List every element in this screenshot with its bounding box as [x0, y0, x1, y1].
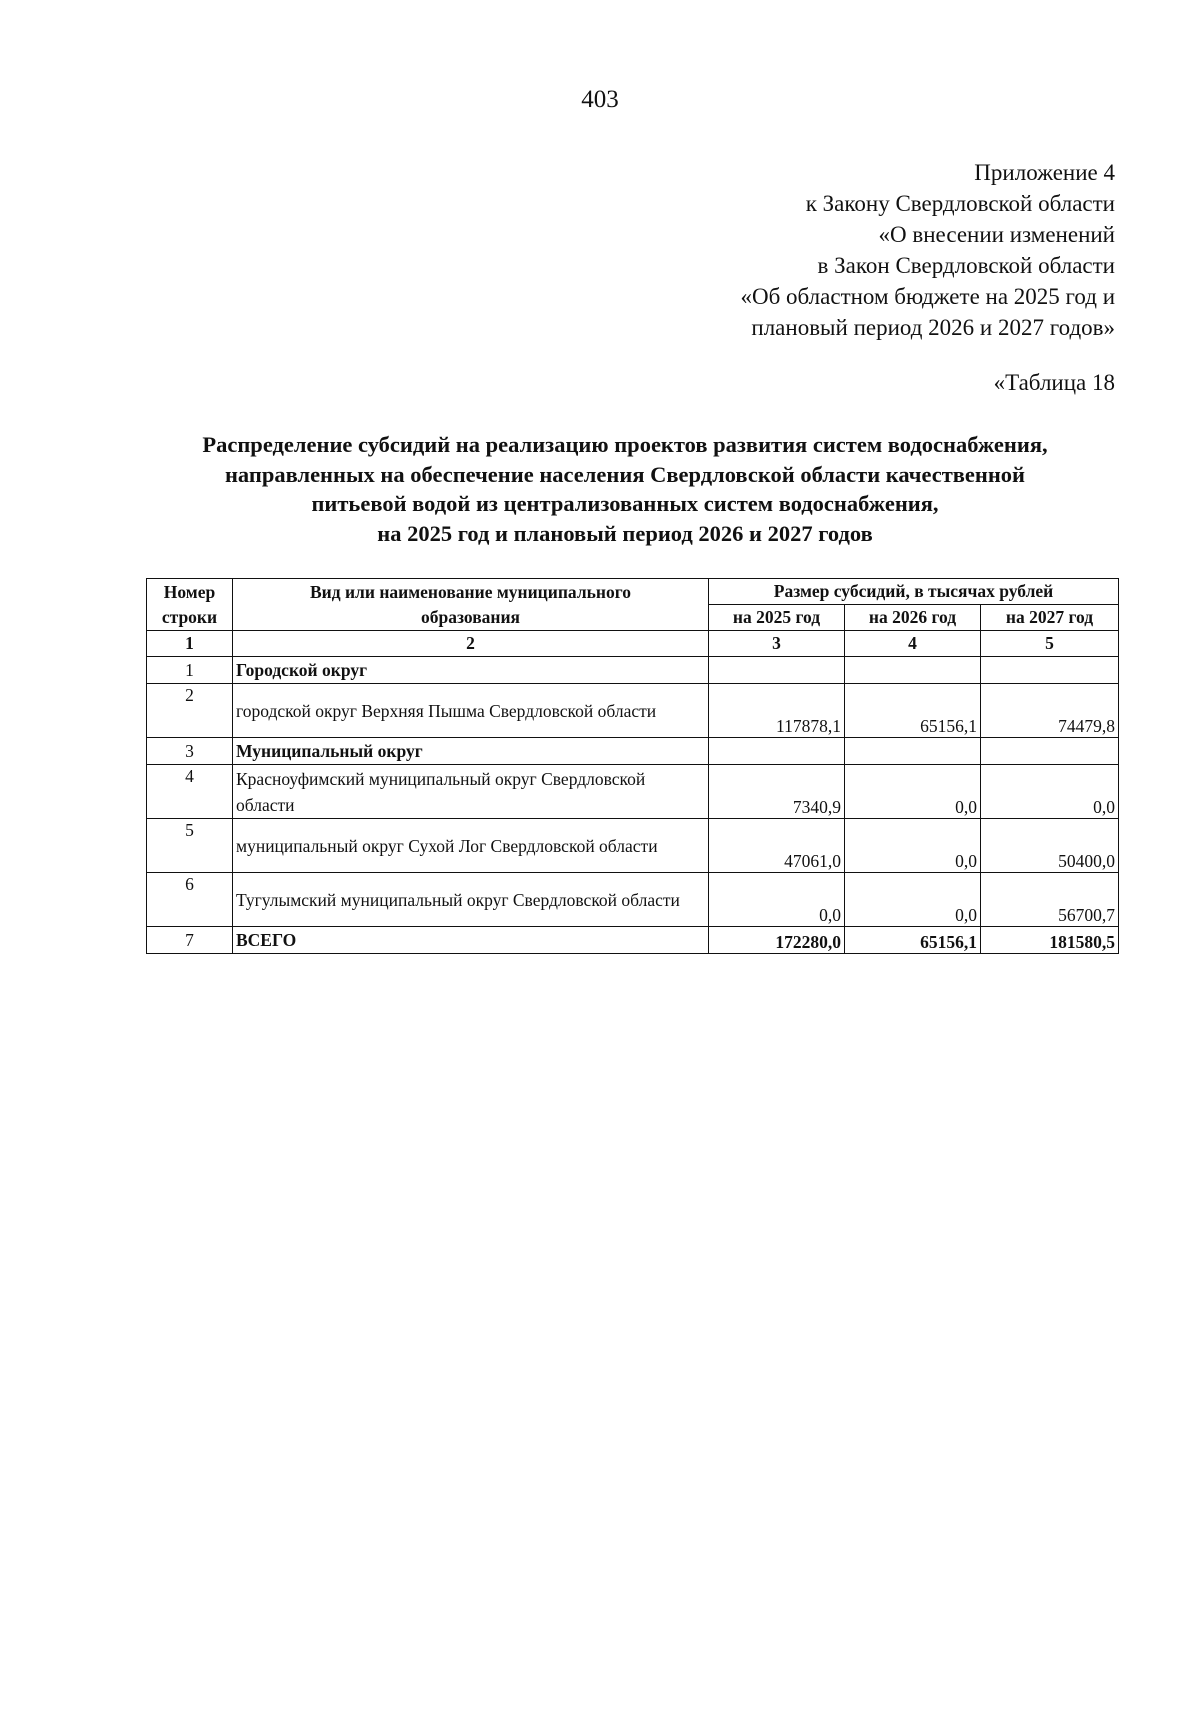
- value-2027: [981, 738, 1119, 765]
- appendix-line: «Об областном бюджете на 2025 год и: [740, 284, 1115, 309]
- row-number: 4: [147, 765, 233, 819]
- row-number: 1: [147, 657, 233, 684]
- table-row: [147, 873, 1119, 927]
- value-2025: 47061,0: [709, 819, 845, 873]
- row-number: 2: [147, 684, 233, 738]
- title-line: направленных на обеспечение населения Свердловской области качественной: [224, 461, 1026, 487]
- table-row: [147, 738, 1119, 765]
- value-2027: 50400,0: [981, 819, 1119, 873]
- header-subsidy-size: Размер субсидий, в тысячах рублей: [709, 579, 1119, 605]
- value-2026: 0,0: [845, 765, 981, 819]
- total-2026: 65156,1: [845, 927, 981, 954]
- total-2025: 172280,0: [709, 927, 845, 954]
- value-2025: [709, 738, 845, 765]
- document-title: [0, 430, 1200, 548]
- value-2026: 65156,1: [845, 684, 981, 738]
- row-name: Муниципальный округ: [233, 738, 709, 765]
- row-number: 6: [147, 873, 233, 927]
- row-number: 3: [147, 738, 233, 765]
- table-row: [147, 765, 1119, 819]
- header-row-number-text: Номер строки: [161, 581, 218, 627]
- title-line: Распределение субсидий на реализацию проектов развития систем водоснабжения,: [202, 432, 1048, 457]
- value-2027: 74479,8: [981, 684, 1119, 738]
- header-name: [233, 579, 709, 631]
- value-2025: 7340,9: [709, 765, 845, 819]
- row-number: 7: [147, 927, 233, 954]
- value-2026: [845, 657, 981, 684]
- table-row: [147, 819, 1119, 873]
- column-number: 5: [981, 631, 1119, 657]
- value-2026: 0,0: [845, 873, 981, 927]
- value-2025: 0,0: [709, 873, 845, 927]
- column-number: 4: [845, 631, 981, 657]
- column-number: 3: [709, 631, 845, 657]
- row-name: Тугулымский муниципальный округ Свердловской области: [233, 873, 709, 927]
- table-row: [147, 684, 1119, 738]
- row-name: Городской округ: [233, 657, 709, 684]
- value-2025: [709, 657, 845, 684]
- total-2027: 181580,5: [981, 927, 1119, 954]
- value-2026: [845, 738, 981, 765]
- appendix-line: в Закон Свердловской области: [817, 253, 1115, 278]
- row-name: городской округ Верхняя Пышма Свердловской области: [233, 684, 709, 738]
- appendix-line: «О внесении изменений: [878, 222, 1115, 247]
- value-2025: 117878,1: [709, 684, 845, 738]
- row-number: 5: [147, 819, 233, 873]
- table-row-total: [147, 927, 1119, 954]
- header-row-number: [147, 579, 233, 631]
- row-name: ВСЕГО: [233, 927, 709, 954]
- column-number: 1: [147, 631, 233, 657]
- value-2027: 56700,7: [981, 873, 1119, 927]
- row-name: муниципальный округ Сухой Лог Свердловской области: [233, 819, 709, 873]
- header-name-text: Вид или наименование муниципального образования: [309, 581, 631, 627]
- table-label: «Таблица 18: [993, 370, 1115, 395]
- value-2027: [981, 657, 1119, 684]
- table-row: [147, 657, 1119, 684]
- appendix-line: к Закону Свердловской области: [805, 191, 1115, 216]
- value-2026: 0,0: [845, 819, 981, 873]
- subsidies-table: [146, 578, 1119, 954]
- title-line: питьевой водой из централизованных систем водоснабжения,: [311, 491, 939, 516]
- row-name: Красноуфимский муниципальный округ Свердловской области: [233, 765, 709, 819]
- header-year-2025: на 2025 год: [709, 605, 845, 631]
- appendix-line: Приложение 4: [974, 160, 1115, 185]
- title-line: на 2025 год и плановый период 2026 и 2027 годов: [377, 520, 873, 546]
- value-2027: 0,0: [981, 765, 1119, 819]
- header-year-2026: на 2026 год: [845, 605, 981, 631]
- column-number: 2: [233, 631, 709, 657]
- appendix-line: плановый период 2026 и 2027 годов»: [751, 315, 1115, 340]
- header-year-2027: на 2027 год: [981, 605, 1119, 631]
- page-number: 403: [581, 86, 619, 113]
- appendix-header: [415, 157, 1115, 343]
